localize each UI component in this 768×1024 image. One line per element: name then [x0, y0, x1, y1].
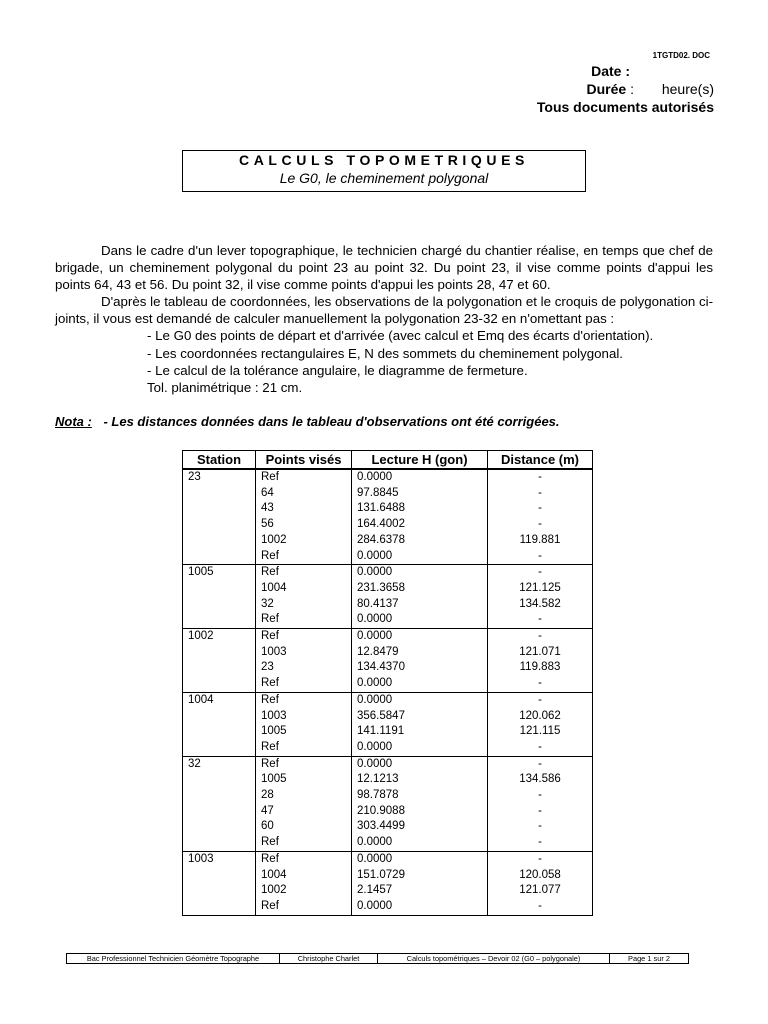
document-reference: 1TGTD02. DOC: [652, 51, 710, 60]
nota-text: - Les distances données dans le tableau d'observations ont été corrigées.: [103, 414, 560, 429]
nota: [55, 414, 560, 429]
station-cell: [183, 724, 256, 740]
target-point-cell: Ref: [256, 851, 352, 867]
distance-cell: -: [488, 692, 593, 708]
station-cell: [183, 835, 256, 851]
table-row: [183, 612, 593, 628]
distance-cell: -: [488, 851, 593, 867]
table-row: [183, 740, 593, 756]
reading-cell: 0.0000: [352, 692, 488, 708]
target-point-cell: 1005: [256, 772, 352, 788]
reading-cell: 210.9088: [352, 804, 488, 820]
reading-cell: 0.0000: [352, 469, 488, 486]
column-header-distance: Distance (m): [488, 451, 593, 470]
table-row: [183, 645, 593, 661]
table-row: [183, 724, 593, 740]
distance-cell: 121.077: [488, 883, 593, 899]
table-row: [183, 533, 593, 549]
target-point-cell: Ref: [256, 629, 352, 645]
station-cell: [183, 709, 256, 725]
reading-cell: 0.0000: [352, 899, 488, 915]
distance-cell: -: [488, 835, 593, 851]
target-point-cell: 56: [256, 517, 352, 533]
footer-row: [67, 954, 689, 964]
station-cell: [183, 804, 256, 820]
table-row: [183, 581, 593, 597]
station-cell: 23: [183, 469, 256, 486]
documents-allowed: Tous documents autorisés: [536, 99, 714, 115]
table-row: [183, 883, 593, 899]
station-cell: [183, 581, 256, 597]
target-point-cell: 43: [256, 501, 352, 517]
distance-cell: -: [488, 501, 593, 517]
reading-cell: 2.1457: [352, 883, 488, 899]
reading-cell: 356.5847: [352, 709, 488, 725]
distance-cell: 119.883: [488, 660, 593, 676]
target-point-cell: Ref: [256, 740, 352, 756]
reading-cell: 0.0000: [352, 835, 488, 851]
station-cell: 1005: [183, 565, 256, 581]
table-row: [183, 851, 593, 867]
table-row: [183, 469, 593, 486]
station-cell: [183, 899, 256, 915]
title-box: [182, 150, 586, 192]
column-header-reading: Lecture H (gon): [352, 451, 488, 470]
distance-cell: 120.062: [488, 709, 593, 725]
station-cell: [183, 868, 256, 884]
tolerance-note: Tol. planimétrique : 21 cm.: [147, 379, 303, 395]
table-row: [183, 549, 593, 565]
target-point-cell: 64: [256, 486, 352, 502]
table-row: [183, 709, 593, 725]
distance-cell: -: [488, 788, 593, 804]
distance-cell: 120.058: [488, 868, 593, 884]
list-item: - Les coordonnées rectangulaires E, N des sommets du cheminement polygonal.: [147, 345, 623, 361]
reading-cell: 303.4499: [352, 819, 488, 835]
distance-cell: -: [488, 756, 593, 772]
footer-page-number: Page 1 sur 2: [610, 954, 689, 964]
target-point-cell: Ref: [256, 549, 352, 565]
nota-label: Nota :: [55, 414, 92, 429]
reading-cell: 134.4370: [352, 660, 488, 676]
reading-cell: 141.1191: [352, 724, 488, 740]
distance-cell: -: [488, 676, 593, 692]
station-cell: 1004: [183, 692, 256, 708]
target-point-cell: 1004: [256, 868, 352, 884]
page-title: CALCULS TOPOMETRIQUES: [238, 152, 530, 168]
table-row: [183, 772, 593, 788]
station-cell: [183, 772, 256, 788]
target-point-cell: Ref: [256, 835, 352, 851]
reading-cell: 0.0000: [352, 740, 488, 756]
reading-cell: 80.4137: [352, 597, 488, 613]
distance-cell: -: [488, 819, 593, 835]
reading-cell: 0.0000: [352, 756, 488, 772]
distance-cell: -: [488, 565, 593, 581]
reading-cell: 0.0000: [352, 629, 488, 645]
table-row: [183, 517, 593, 533]
target-point-cell: 60: [256, 819, 352, 835]
table-row: [183, 835, 593, 851]
reading-cell: 284.6378: [352, 533, 488, 549]
distance-cell: 121.115: [488, 724, 593, 740]
target-point-cell: 47: [256, 804, 352, 820]
instructions: [55, 242, 713, 396]
distance-cell: 121.125: [488, 581, 593, 597]
target-point-cell: Ref: [256, 692, 352, 708]
target-point-cell: Ref: [256, 676, 352, 692]
reading-cell: 12.1213: [352, 772, 488, 788]
list-item: - Le G0 des points de départ et d'arrivée (avec calcul et Emq des écarts d'orientation).: [147, 328, 654, 344]
table-row: [183, 899, 593, 915]
distance-cell: 134.586: [488, 772, 593, 788]
distance-cell: -: [488, 486, 593, 502]
table-row: [183, 676, 593, 692]
distance-cell: -: [488, 629, 593, 645]
table-row: [183, 565, 593, 581]
table-row: [183, 788, 593, 804]
target-point-cell: Ref: [256, 565, 352, 581]
list-item: - Le calcul de la tolérance angulaire, le diagramme de fermeture.: [147, 362, 528, 378]
table-row: [183, 819, 593, 835]
duration-label: Durée: [586, 81, 627, 97]
duration-value: heure(s): [661, 81, 714, 97]
intro-paragraph-1: Dans le cadre d'un lever topographique, le technicien chargé du chantier réalise, en temps que chef de brigade, un cheminement polygonal du point 23 au point 32. Du point 23, il vise comme points d'appui les points 64, 43 et 56. Du point 32, il vise comme points d'appui les points 28, 47 et 60.: [55, 243, 713, 293]
reading-cell: 0.0000: [352, 565, 488, 581]
target-point-cell: 23: [256, 660, 352, 676]
table-row: [183, 629, 593, 645]
station-cell: 32: [183, 756, 256, 772]
target-point-cell: 1004: [256, 581, 352, 597]
target-point-cell: Ref: [256, 756, 352, 772]
distance-cell: -: [488, 804, 593, 820]
station-cell: [183, 788, 256, 804]
target-point-cell: 1005: [256, 724, 352, 740]
table-row: [183, 868, 593, 884]
intro-paragraph-2: D'après le tableau de coordonnées, les observations de la polygonation et le croquis de polygonation ci-joints, il vous est demandé de calculer manuellement la polygonation 23-32 en n'omettant pas :: [55, 294, 713, 327]
reading-cell: 151.0729: [352, 868, 488, 884]
distance-cell: -: [488, 612, 593, 628]
station-cell: [183, 597, 256, 613]
table-header-row: [183, 451, 593, 470]
reading-cell: 164.4002: [352, 517, 488, 533]
table-body: [183, 469, 593, 915]
reading-cell: 0.0000: [352, 851, 488, 867]
observations-table: [182, 450, 593, 916]
distance-cell: -: [488, 549, 593, 565]
station-cell: [183, 517, 256, 533]
target-point-cell: 1002: [256, 883, 352, 899]
station-cell: [183, 533, 256, 549]
column-header-station: Station: [183, 451, 256, 470]
page-subtitle: Le G0, le cheminement polygonal: [279, 170, 489, 186]
distance-cell: 121.071: [488, 645, 593, 661]
distance-cell: -: [488, 740, 593, 756]
station-cell: 1003: [183, 851, 256, 867]
station-cell: [183, 660, 256, 676]
station-cell: [183, 549, 256, 565]
table-row: [183, 660, 593, 676]
reading-cell: 131.6488: [352, 501, 488, 517]
station-cell: [183, 819, 256, 835]
distance-cell: 134.582: [488, 597, 593, 613]
station-cell: [183, 883, 256, 899]
reading-cell: 12.8479: [352, 645, 488, 661]
station-cell: [183, 676, 256, 692]
target-point-cell: Ref: [256, 469, 352, 486]
reading-cell: 0.0000: [352, 549, 488, 565]
distance-cell: -: [488, 899, 593, 915]
duration-separator: :: [630, 81, 634, 97]
reading-cell: 97.8845: [352, 486, 488, 502]
table-row: [183, 692, 593, 708]
target-point-cell: 28: [256, 788, 352, 804]
duration-line: [587, 81, 715, 97]
station-cell: [183, 486, 256, 502]
target-point-cell: 1003: [256, 709, 352, 725]
target-point-cell: 1002: [256, 533, 352, 549]
target-point-cell: 32: [256, 597, 352, 613]
column-header-points: Points visés: [256, 451, 352, 470]
footer: [66, 953, 689, 964]
table-row: [183, 486, 593, 502]
table-row: [183, 597, 593, 613]
target-point-cell: 1003: [256, 645, 352, 661]
station-cell: 1002: [183, 629, 256, 645]
date-label: Date :: [591, 63, 630, 79]
reading-cell: 0.0000: [352, 676, 488, 692]
distance-cell: -: [488, 469, 593, 486]
station-cell: [183, 501, 256, 517]
reading-cell: 98.7878: [352, 788, 488, 804]
target-point-cell: Ref: [256, 899, 352, 915]
table-row: [183, 501, 593, 517]
table-row: [183, 804, 593, 820]
station-cell: [183, 645, 256, 661]
footer-document-title: Calculs topométriques – Devoir 02 (G0 – polygonale): [378, 954, 610, 964]
station-cell: [183, 740, 256, 756]
footer-course: Bac Professionnel Technicien Géomètre Topographe: [67, 954, 280, 964]
reading-cell: 0.0000: [352, 612, 488, 628]
target-point-cell: Ref: [256, 612, 352, 628]
distance-cell: 119.881: [488, 533, 593, 549]
footer-author: Christophe Charlet: [280, 954, 378, 964]
reading-cell: 231.3658: [352, 581, 488, 597]
table-row: [183, 756, 593, 772]
distance-cell: -: [488, 517, 593, 533]
station-cell: [183, 612, 256, 628]
